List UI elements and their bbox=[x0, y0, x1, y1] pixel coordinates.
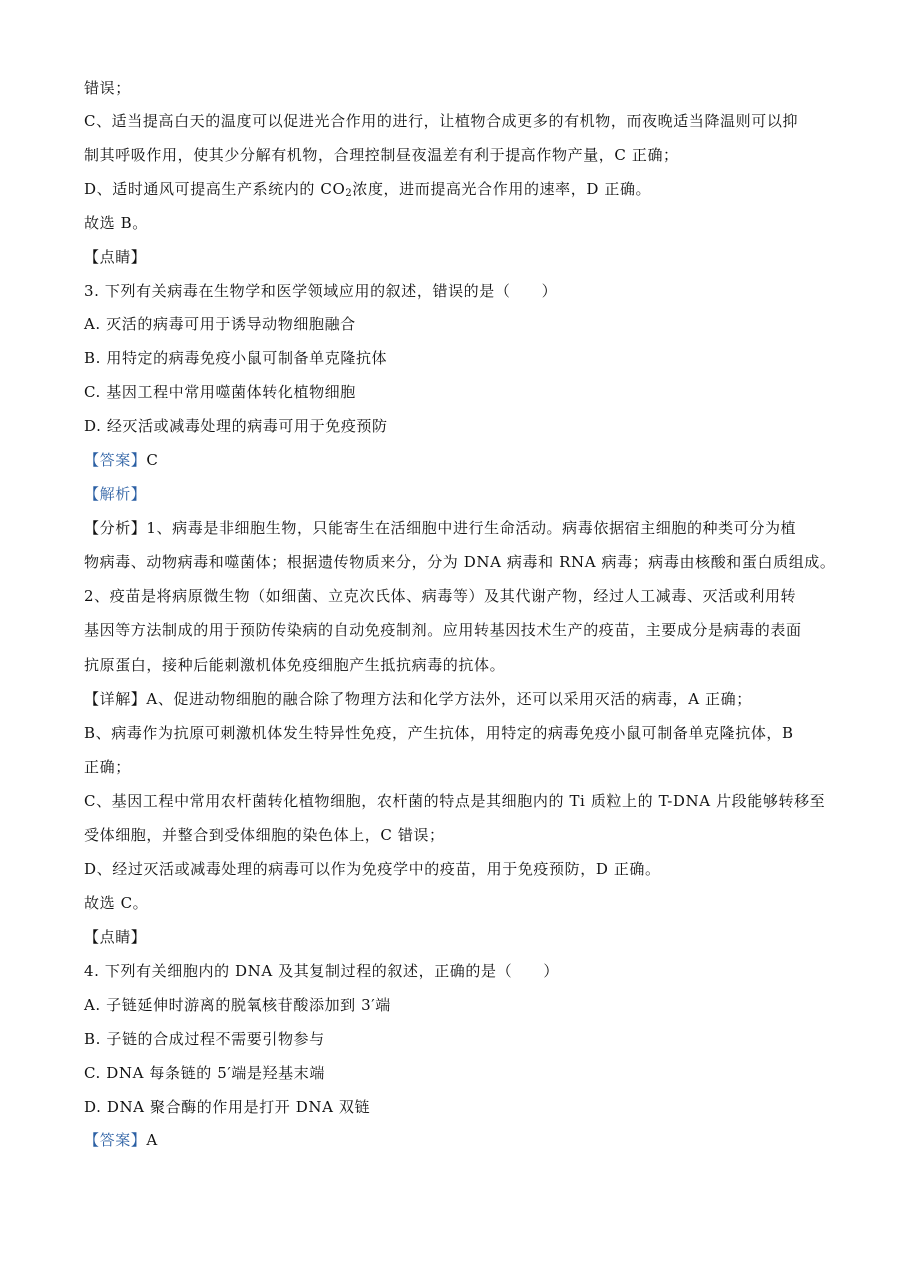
q3-xiangjie-line-4: C、基因工程中常用农杆菌转化植物细胞，农杆菌的特点是其细胞内的 Ti 质粒上的 T-DNA 片段能够转移至 bbox=[84, 792, 826, 810]
q3-fenxi-line-4: 基因等方法制成的用于预防传染病的自动免疫制剂。应用转基因技术生产的疫苗，主要成分是病毒的表面 bbox=[84, 621, 802, 639]
q2-point-heading: 【点睛】 bbox=[84, 248, 147, 266]
q3-option-a: A. 灭活的病毒可用于诱导动物细胞融合 bbox=[84, 315, 356, 333]
q3-option-c: C. 基因工程中常用噬菌体转化植物细胞 bbox=[84, 383, 356, 401]
q3-option-d: D. 经灭活或减毒处理的病毒可用于免疫预防 bbox=[84, 417, 388, 435]
co2-subscript: 2 bbox=[345, 188, 353, 199]
q4-option-a: A. 子链延伸时游离的脱氧核苷酸添加到 3′端 bbox=[84, 996, 391, 1014]
q2-option-d-post: 浓度，进而提高光合作用的速率，D 正确。 bbox=[352, 180, 652, 198]
q3-fenxi-line-2: 物病毒、动物病毒和噬菌体；根据遗传物质来分，分为 DNA 病毒和 RNA 病毒；病毒由核酸和蛋白质组成。 bbox=[84, 553, 836, 571]
q3-xiangjie-line-5: 受体细胞，并整合到受体细胞的染色体上，C 错误； bbox=[84, 826, 445, 844]
q4-answer-value: A bbox=[146, 1131, 158, 1149]
q3-xiangjie-line-3: 正确； bbox=[84, 758, 131, 776]
q3-fenxi-line-3: 2、疫苗是将病原微生物（如细菌、立克次氏体、病毒等）及其代谢产物，经过人工减毒、灭活或利用转 bbox=[84, 587, 797, 605]
q3-stem: 3. 下列有关病毒在生物学和医学领域应用的叙述，错误的是（ ） bbox=[84, 282, 558, 300]
q4-option-b: B. 子链的合成过程不需要引物参与 bbox=[84, 1030, 325, 1048]
q4-stem: 4. 下列有关细胞内的 DNA 及其复制过程的叙述，正确的是（ ） bbox=[84, 962, 560, 980]
q2-option-d-pre: D、适时通风可提高生产系统内的 CO bbox=[84, 180, 346, 198]
q2-option-b-end: 错误； bbox=[84, 79, 131, 97]
q3-analysis-tag: 【解析】 bbox=[84, 485, 147, 503]
q3-answer-tag: 【答案】 bbox=[84, 451, 147, 469]
q3-fenxi-line-5: 抗原蛋白，接种后能刺激机体免疫细胞产生抵抗病毒的抗体。 bbox=[84, 656, 506, 674]
q3-xiangjie-line-2: B、病毒作为抗原可刺激机体发生特异性免疫，产生抗体，用特定的病毒免疫小鼠可制备单克隆抗体，B bbox=[84, 724, 794, 742]
q2-choice: 故选 B。 bbox=[84, 214, 148, 232]
q3-answer-value: C bbox=[146, 451, 159, 469]
q3-xiangjie-line-6: D、经过灭活或减毒处理的病毒可以作为免疫学中的疫苗，用于免疫预防，D 正确。 bbox=[84, 860, 661, 878]
q3-fenxi-line-1: 【分析】1、病毒是非细胞生物，只能寄生在活细胞中进行生命活动。病毒依据宿主细胞的种类可分为植 bbox=[84, 519, 797, 537]
q3-xiangjie-line-1: 【详解】A、促进动物细胞的融合除了物理方法和化学方法外，还可以采用灭活的病毒，A 正确； bbox=[84, 690, 752, 708]
q4-answer-tag: 【答案】 bbox=[84, 1131, 147, 1149]
q4-option-c: C. DNA 每条链的 5′端是羟基末端 bbox=[84, 1064, 325, 1082]
q3-answer bbox=[84, 450, 829, 470]
q4-answer bbox=[84, 1130, 829, 1150]
q2-option-c-line-1: C、适当提高白天的温度可以促进光合作用的进行，让植物合成更多的有机物，而夜晚适当降温则可以抑 bbox=[84, 112, 799, 130]
q2-option-c-line-2: 制其呼吸作用，使其少分解有机物，合理控制昼夜温差有利于提高作物产量，C 正确； bbox=[84, 146, 679, 164]
q3-point-heading: 【点睛】 bbox=[84, 928, 147, 946]
q4-option-d: D. DNA 聚合酶的作用是打开 DNA 双链 bbox=[84, 1098, 371, 1116]
q3-choice: 故选 C。 bbox=[84, 894, 149, 912]
q2-option-d bbox=[84, 179, 829, 199]
q3-option-b: B. 用特定的病毒免疫小鼠可制备单克隆抗体 bbox=[84, 349, 388, 367]
